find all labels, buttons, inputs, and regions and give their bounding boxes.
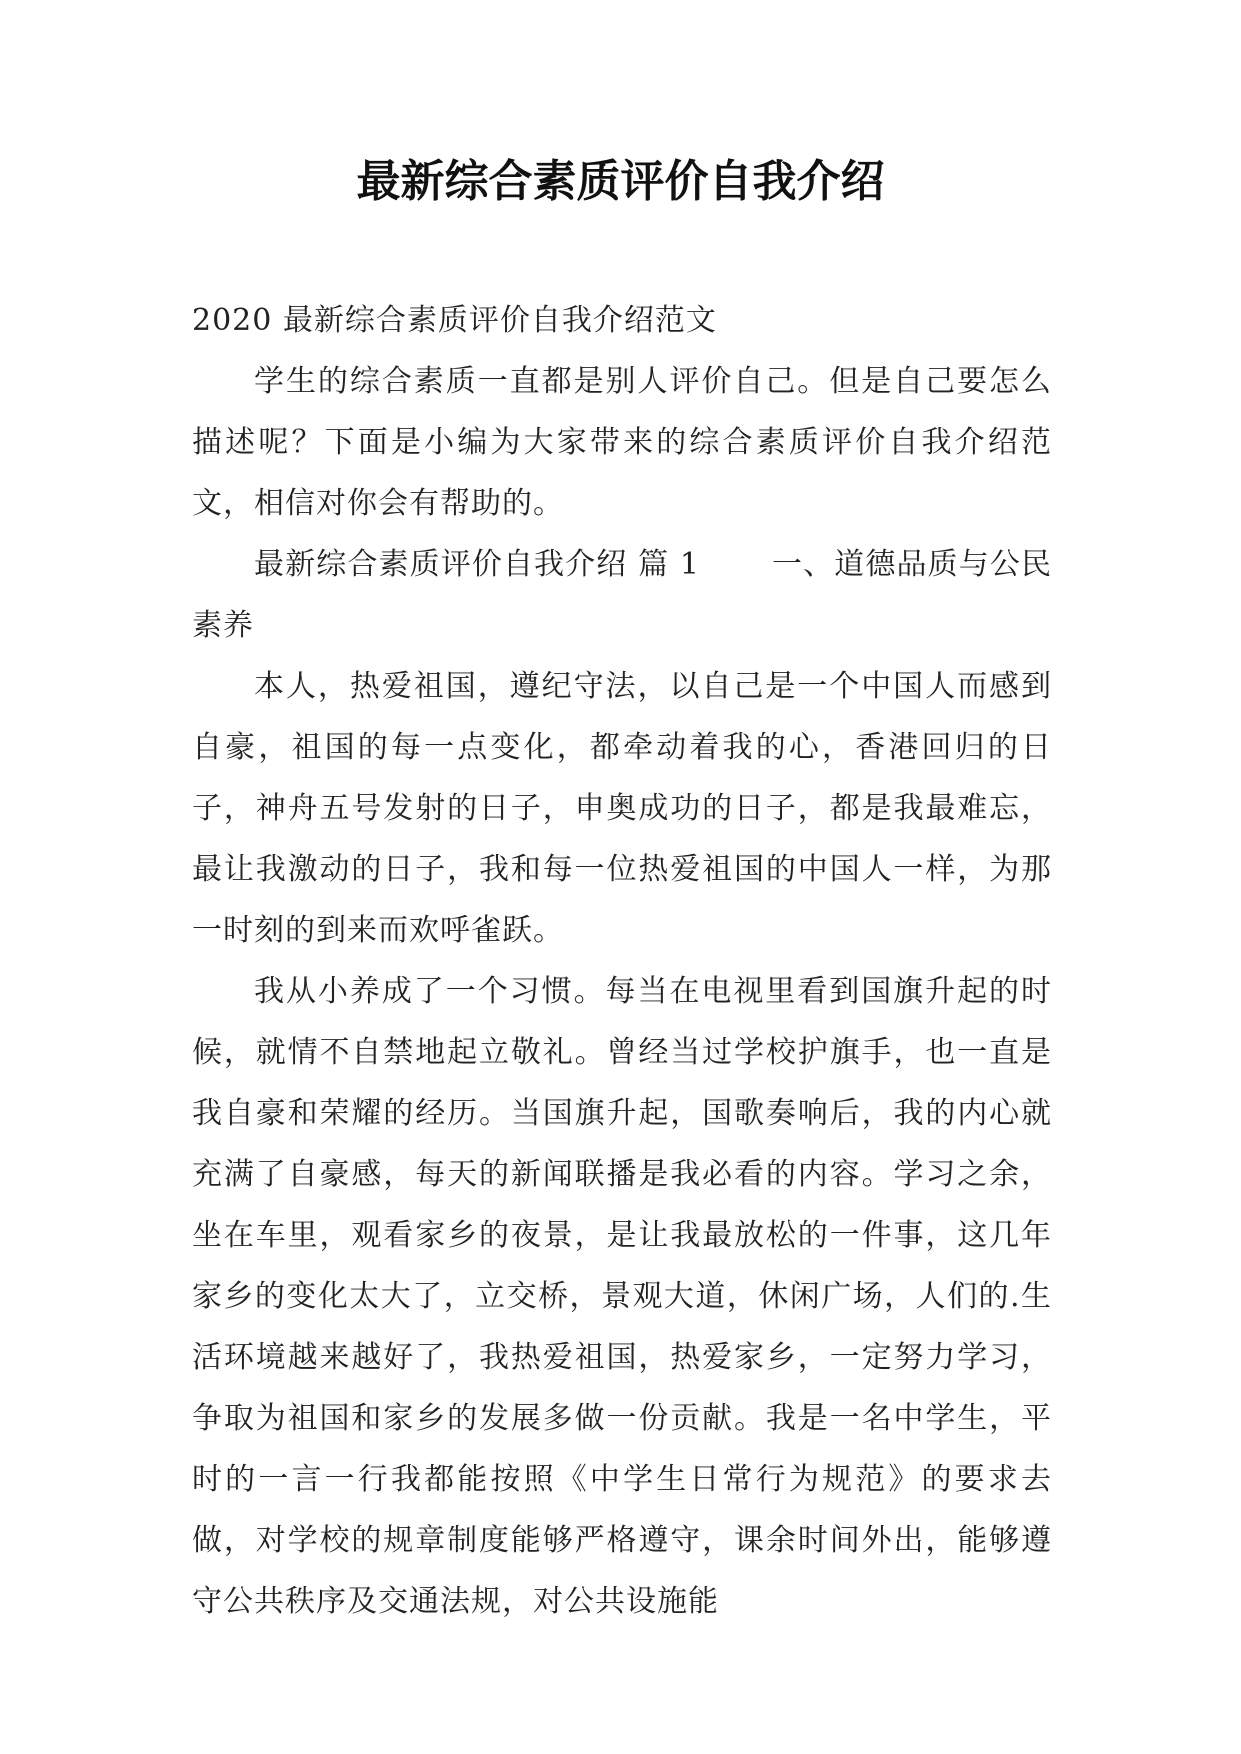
body-paragraph-1: 本人，热爱祖国，遵纪守法，以自己是一个中国人而感到自豪，祖国的每一点变化，都牵动着我的心，香港回归的日子，神舟五号发射的日子，申奥成功的日子，都是我最难忘，最让我激动的日子，我和每一位热爱祖国的中国人一样，为那一时刻的到来而欢呼雀跃。: [192, 669, 1052, 948]
section-heading-part1: 最新综合素质评价自我介绍 篇 1: [254, 547, 700, 582]
document-subtitle: 2020 最新综合素质评价自我介绍范文: [192, 303, 717, 338]
document-body: [192, 290, 1052, 1632]
body-paragraph-2: 我从小养成了一个习惯。每当在电视里看到国旗升起的时候，就情不自禁地起立敬礼。曾经当过学校护旗手，也一直是我自豪和荣耀的经历。当国旗升起，国歌奏响后，我的内心就充满了自豪感，每天的新闻联播是我必看的内容。学习之余，坐在车里，观看家乡的夜景，是让我最放松的一件事，这几年家乡的变化太大了，立交桥，景观大道，休闲广场，人们的.生活环境越来越好了，我热爱祖国，热爱家乡，一定努力学习，争取为祖国和家乡的发展多做一份贡献。我是一名中学生，平时的一言一行我都能按照《中学生日常行为规范》的要求去做，对学校的规章制度能够严格遵守，课余时间外出，能够遵守公共秩序及交通法规，对公共设施能: [192, 974, 1052, 1619]
document-title: 最新综合素质评价自我介绍: [356, 156, 885, 207]
section-heading: [192, 534, 1052, 656]
section-heading-part2: 一、道德品质与公民素养: [192, 547, 1052, 643]
intro-paragraph: 学生的综合素质一直都是别人评价自己。但是自己要怎么描述呢？下面是小编为大家带来的综合素质评价自我介绍范文，相信对你会有帮助的。: [192, 364, 1052, 521]
